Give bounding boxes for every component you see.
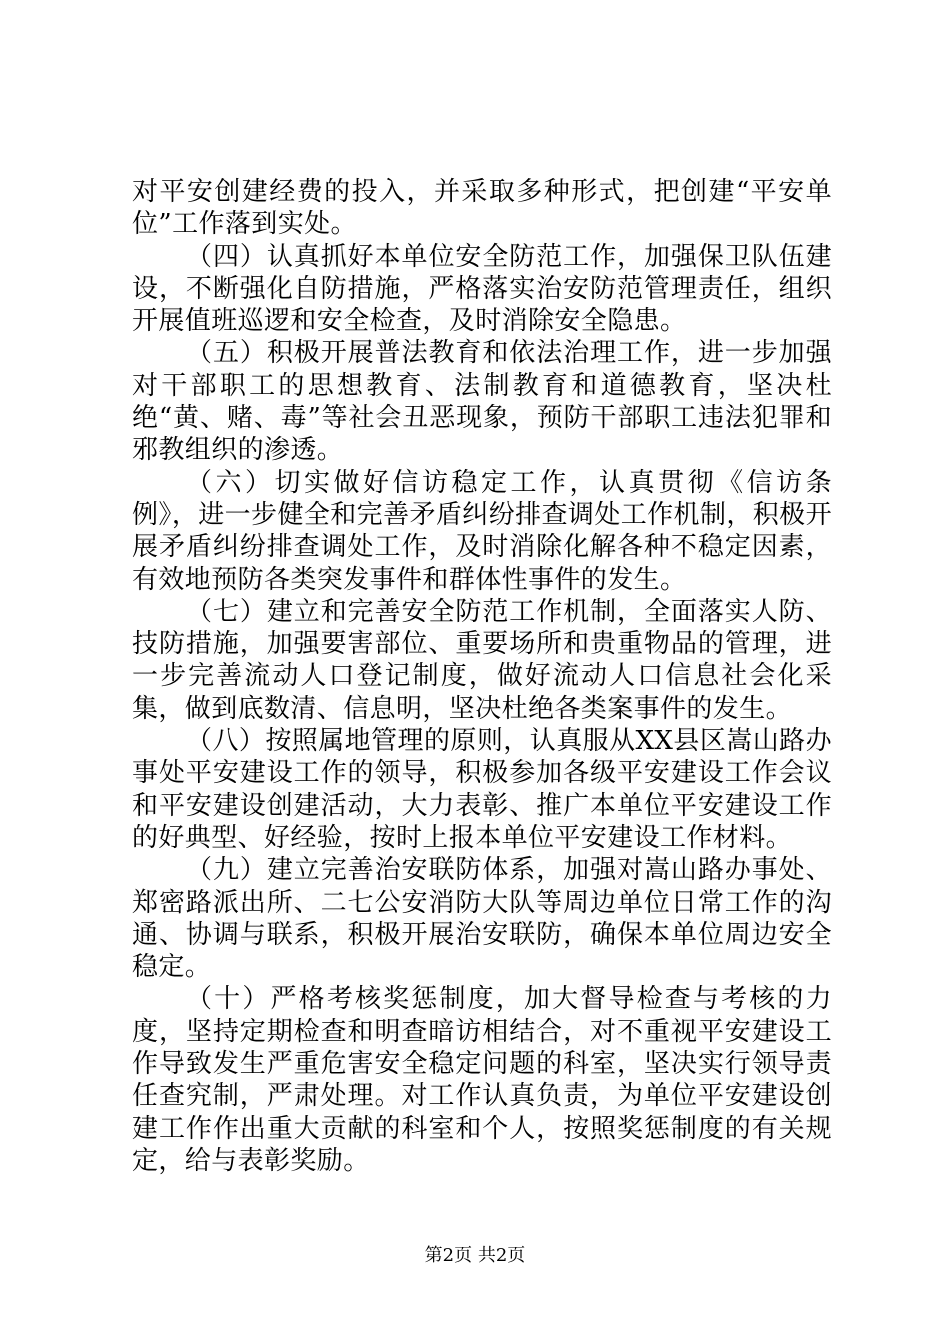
paragraph-item-4: （四）认真抓好本单位安全防范工作，加强保卫队伍建设，不断强化自防措施，严格落实治安防范管理责任，组织开展值班巡逻和安全检查，及时消除安全隐患。 [132, 241, 832, 337]
page-number-footer: 第2页 共2页 [424, 1245, 526, 1266]
paragraph-item-9: （九）建立完善治安联防体系，加强对嵩山路办事处、郑密路派出所、二七公安消防大队等周边单位日常工作的沟通、协调与联系，积极开展治安联防，确保本单位周边安全稳定。 [132, 855, 832, 983]
paragraph-item-7: （七）建立和完善安全防范工作机制，全面落实人防、技防措施，加强要害部位、重要场所和贵重物品的管理，进一步完善流动人口登记制度，做好流动人口信息社会化采集，做到底数清、信息明，坚决杜绝各类案事件的发生。 [132, 596, 832, 724]
paragraph-item-6: （六）切实做好信访稳定工作，认真贯彻《信访条例》，进一步健全和完善矛盾纠纷排查调处工作机制，积极开展矛盾纠纷排查调处工作，及时消除化解各种不稳定因素，有效地预防各类突发事件和群体性事件的发生。 [132, 467, 832, 595]
paragraph-continuation: 对平安创建经费的投入，并采取多种形式，把创建“平安单位”工作落到实处。 [132, 177, 832, 240]
paragraph-item-10: （十）严格考核奖惩制度，加大督导检查与考核的力度，坚持定期检查和明查暗访相结合，对不重视平安建设工作导致发生严重危害安全稳定问题的科室，坚决实行领导责任查究制，严肃处理。对工作认真负责，为单位平安建设创建工作作出重大贡献的科室和个人，按照奖惩制度的有关规定，给与表彰奖励。 [132, 984, 832, 1176]
paragraph-item-8: （八）按照属地管理的原则，认真服从XX县区嵩山路办事处平安建设工作的领导，积极参加各级平安建设工作会议和平安建设创建活动，大力表彰、推广本单位平安建设工作的好典型、好经验，按时上报本单位平安建设工作材料。 [132, 726, 832, 853]
document-body [132, 176, 832, 1177]
paragraph-item-5: （五）积极开展普法教育和依法治理工作，进一步加强对干部职工的思想教育、法制教育和道德教育，坚决杜绝“黄、赌、毒”等社会丑恶现象，预防干部职工违法犯罪和邪教组织的渗透。 [132, 338, 832, 466]
